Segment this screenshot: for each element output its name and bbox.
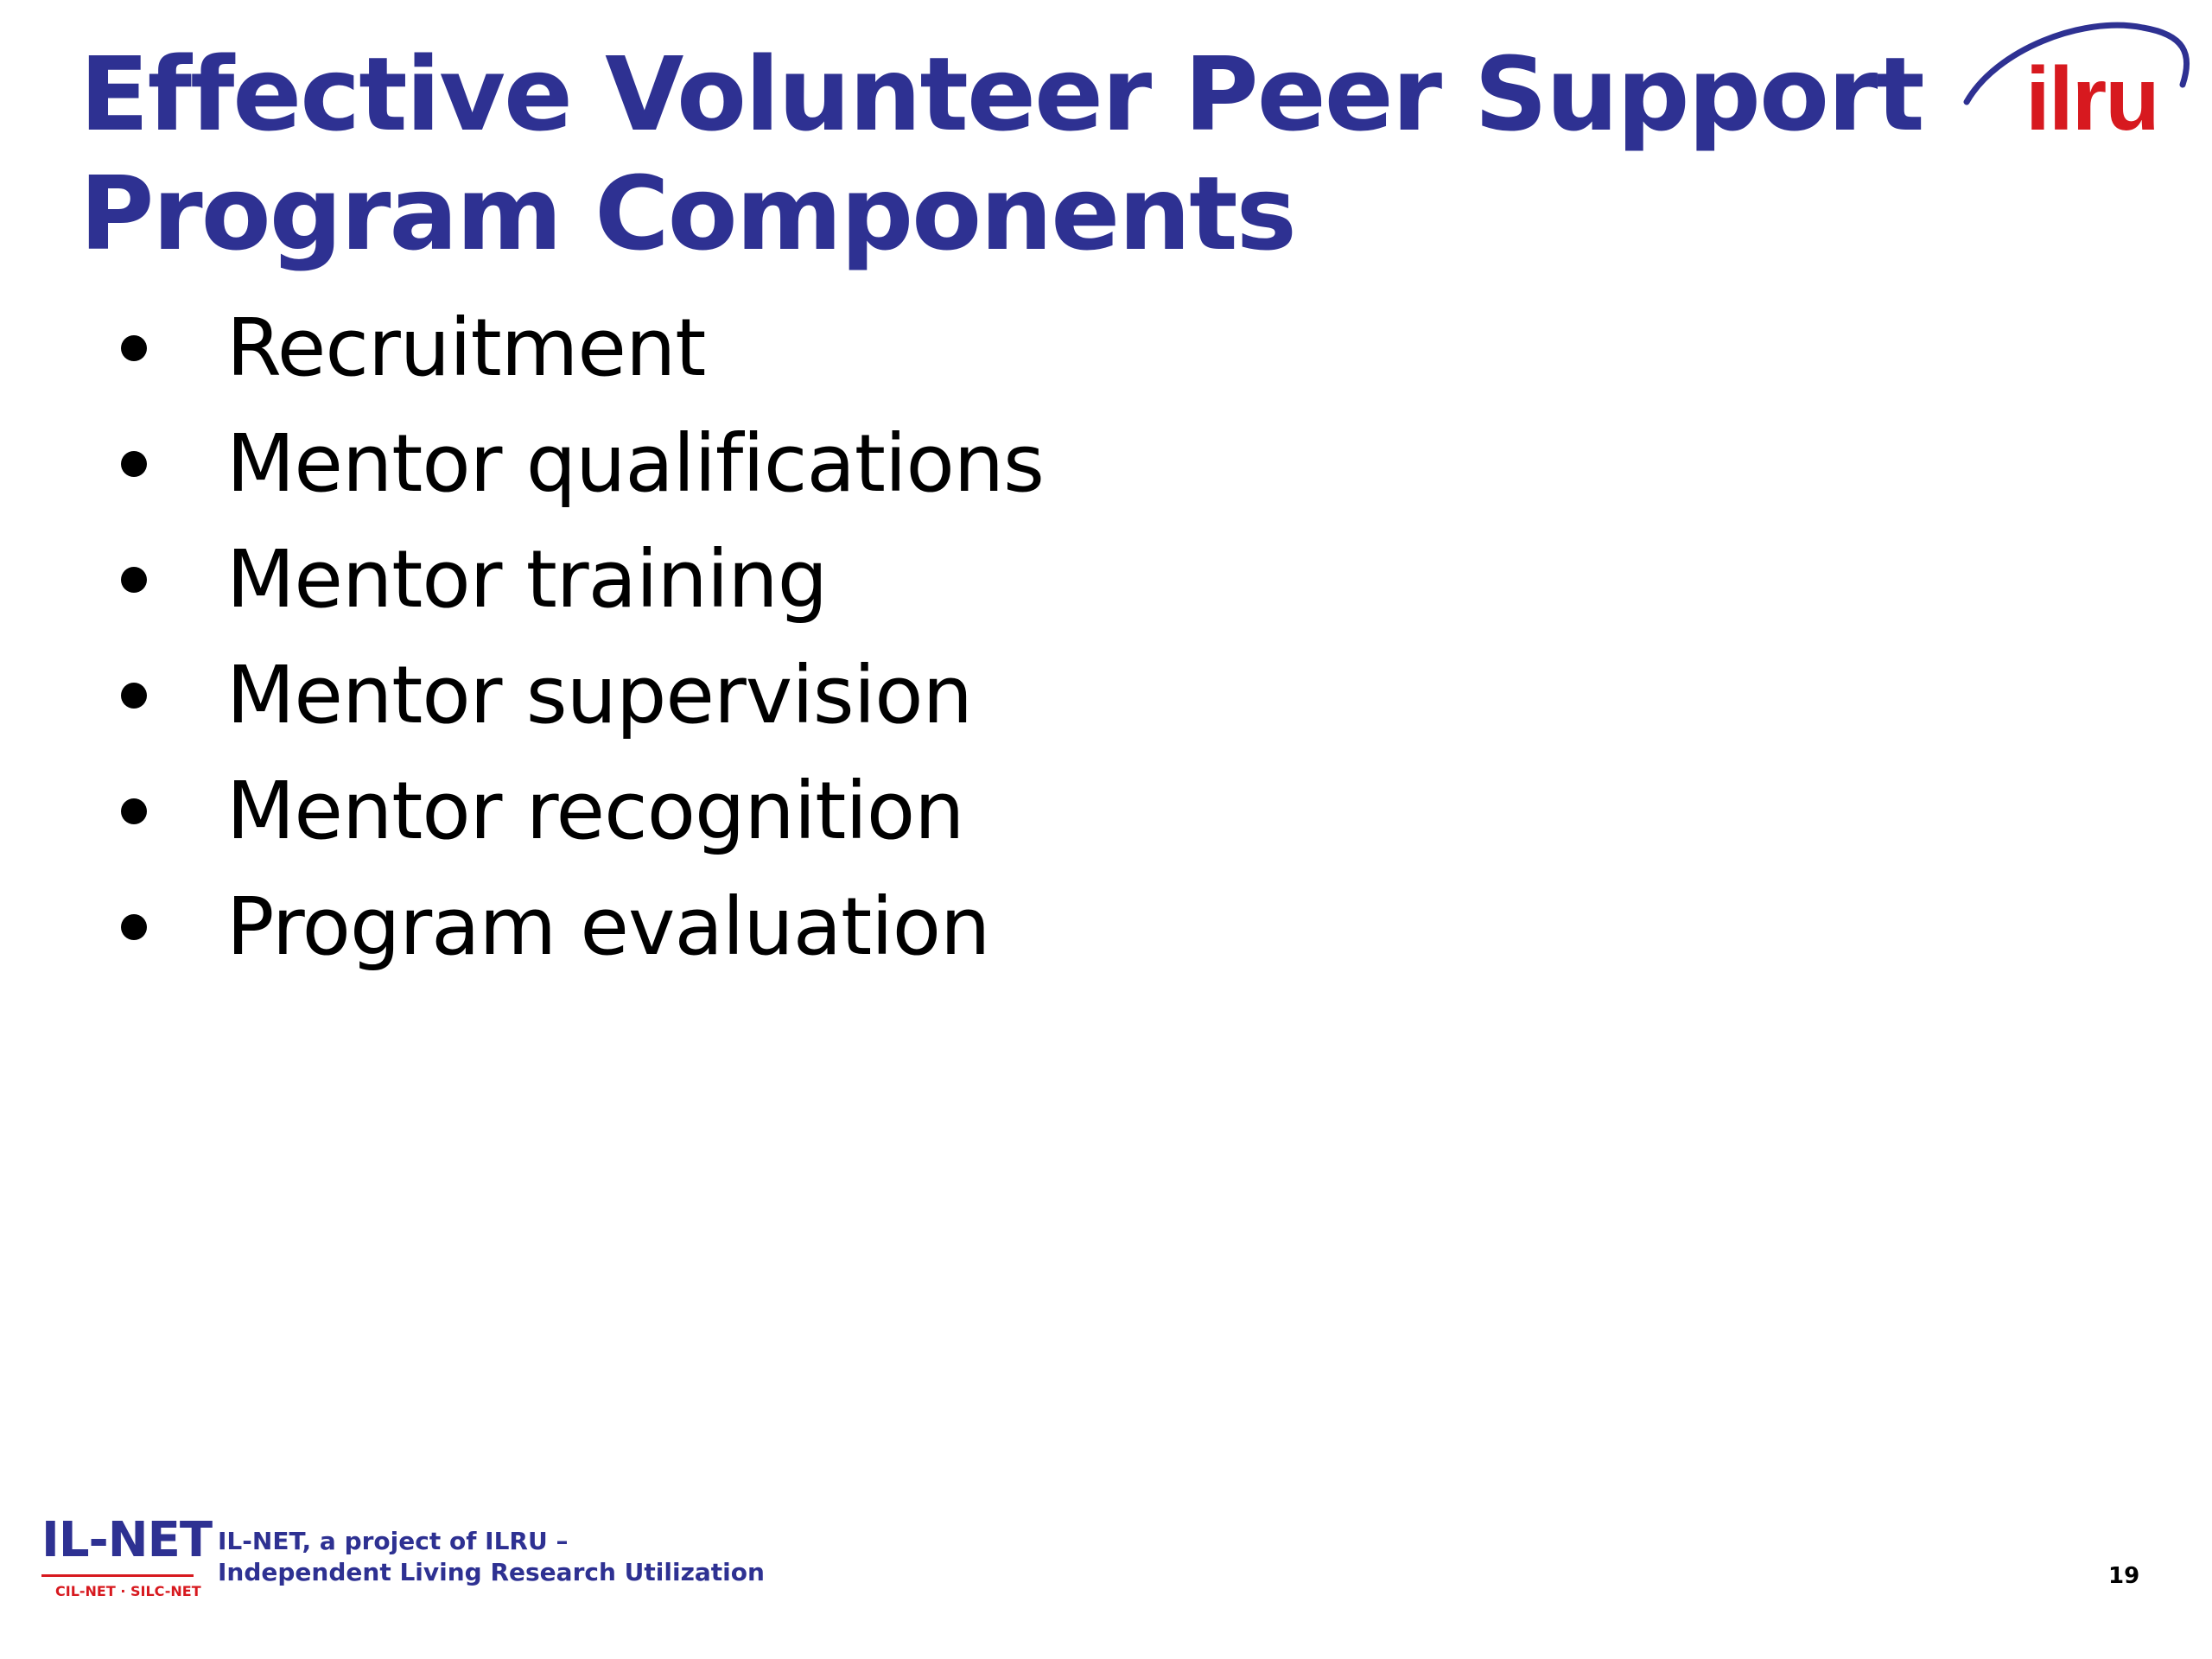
bullet-dot-icon [121, 683, 147, 709]
slide-title-line-1: Effective Volunteer Peer Support [79, 35, 1923, 154]
il-net-logo-text: IL-NET [41, 1512, 213, 1568]
bullet-list [112, 290, 1044, 985]
il-net-logo [38, 1512, 213, 1607]
footer-credit [218, 1526, 765, 1588]
list-item [112, 290, 1044, 406]
list-item [112, 869, 1044, 985]
slide-title-line-2: Program Components [79, 154, 1295, 273]
bullet-text: Mentor recognition [226, 765, 964, 857]
bullet-text: Mentor supervision [226, 649, 972, 741]
bullet-text: Mentor training [226, 533, 828, 626]
page-number: 19 [2108, 1563, 2140, 1589]
bullet-dot-icon [121, 451, 147, 477]
list-item [112, 406, 1044, 522]
list-item [112, 638, 1044, 753]
bullet-dot-icon [121, 567, 147, 593]
il-net-logo-rule [41, 1574, 194, 1577]
ilru-logo-text: ilru [2025, 49, 2158, 149]
slide-title [79, 35, 1923, 273]
ilru-logo-icon [1961, 16, 2195, 149]
bullet-dot-icon [121, 335, 147, 361]
bullet-dot-icon [121, 798, 147, 824]
list-item [112, 753, 1044, 869]
bullet-text: Program evaluation [226, 880, 990, 973]
bullet-dot-icon [121, 914, 147, 940]
il-net-logo-subtext: CIL-NET · SILC-NET [55, 1583, 201, 1599]
list-item [112, 522, 1044, 638]
footer-credit-line-1: IL-NET, a project of ILRU – [218, 1527, 569, 1555]
bullet-text: Recruitment [226, 302, 706, 394]
footer-credit-line-2: Independent Living Research Utilization [218, 1558, 765, 1586]
bullet-text: Mentor qualifications [226, 417, 1044, 510]
